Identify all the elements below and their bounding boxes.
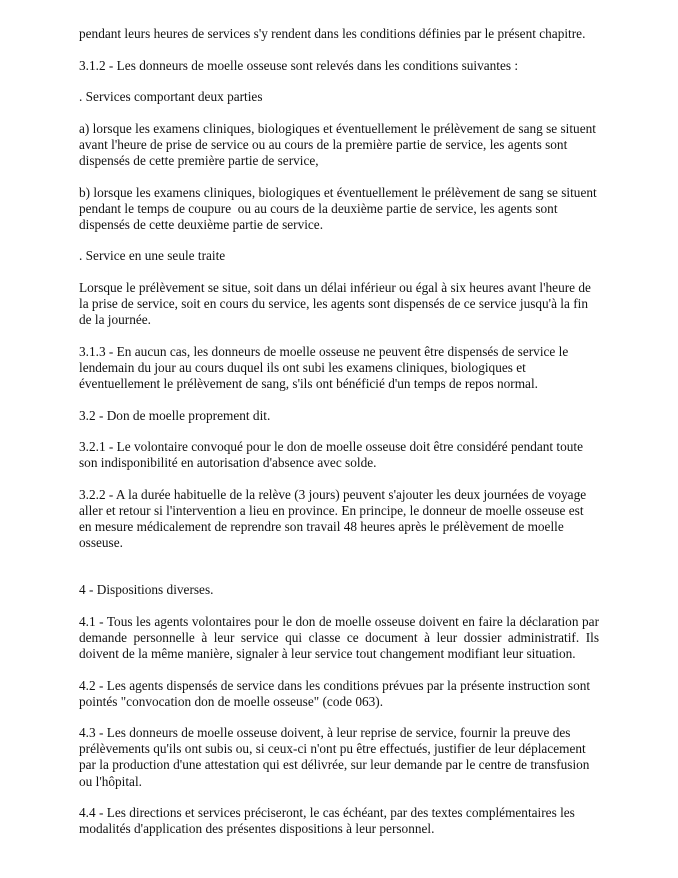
paragraph-case-b: b) lorsque les examens cliniques, biologiques et éventuellement le prélèvement de sang se situent pendant le temps de coupure ou au cours de la deuxième partie de service, les agents sont dispensés de cette deuxième partie de service. (79, 184, 601, 232)
paragraph-4-3: 4.3 - Les donneurs de moelle osseuse doivent, à leur reprise de service, fournir la preuve des prélèvements qu'ils ont subis ou, si ceux-ci n'ont pu être effectués, justifier de leur déplacement par la production d'une attestation qui est délivrée, sur leur demande par le centre de transfusion ou l'hôpital. (79, 725, 593, 789)
document-page (79, 26, 603, 853)
paragraph-single-service: . Service en une seule traite (79, 248, 226, 264)
paragraph-services-two-parts: . Services comportant deux parties (79, 89, 263, 105)
paragraph-chapter-continuation: pendant leurs heures de services s'y rendent dans les conditions définies par le présent chapitre. (79, 26, 586, 41)
paragraph-3-2: 3.2 - Don de moelle proprement dit. (79, 407, 271, 423)
paragraph-3-2-2: 3.2.2 - A la durée habituelle de la relève (3 jours) peuvent s'ajouter les deux journées de voyage aller et retour si l'intervention a lieu en province. En principe, le donneur de moelle osseuse est en mesure médicalement de reprendre son travail 48 heures après le prélèvement de moelle osseuse. (79, 486, 590, 551)
paragraph-4-4: 4.4 - Les directions et services préciseront, le cas échéant, par des textes complémentaires les modalités d'application des présentes dispositions à leur personnel. (79, 805, 579, 837)
paragraph-single-service-rule: Lorsque le prélèvement se situe, soit dans un délai inférieur ou égal à six heures avant l'heure de la prise de service, soit en cours du service, les agents sont dispensés de ce service jusqu'à la fin de la journée. (79, 279, 595, 328)
paragraph-4-1: 4.1 - Tous les agents volontaires pour le don de moelle osseuse doivent en faire la déclaration par demande personnelle à leur service qui classe ce document à leur dossier administratif. Ils doivent de la même manière, signaler à leur service tout changement modifiant leur situation. (79, 613, 603, 661)
paragraph-section-4: 4 - Dispositions diverses. (79, 582, 214, 598)
paragraph-4-2: 4.2 - Les agents dispensés de service dans les conditions prévues par la présente instruction sont pointés "convocation don de moelle osseuse" (code 063). (79, 677, 594, 709)
paragraph-3-1-2: 3.1.2 - Les donneurs de moelle osseuse sont relevés dans les conditions suivantes : (79, 57, 519, 73)
paragraph-3-2-1: 3.2.1 - Le volontaire convoqué pour le don de moelle osseuse doit être considéré pendant toute son indisponibilité en autorisation d'absence avec solde. (79, 439, 587, 471)
paragraph-3-1-3: 3.1.3 - En aucun cas, les donneurs de moelle osseuse ne peuvent être dispensés de service le lendemain du jour au cours duquel ils ont subi les examens cliniques, biologiques et éventuellement le prélèvement de sang, s'ils ont bénéficié d'un temps de repos normal. (79, 343, 572, 391)
paragraph-case-a: a) lorsque les examens cliniques, biologiques et éventuellement le prélèvement de sang se situent avant l'heure de prise de service ou au cours de la première partie de service, les agents sont dispensés de cette première partie de service, (79, 120, 600, 168)
